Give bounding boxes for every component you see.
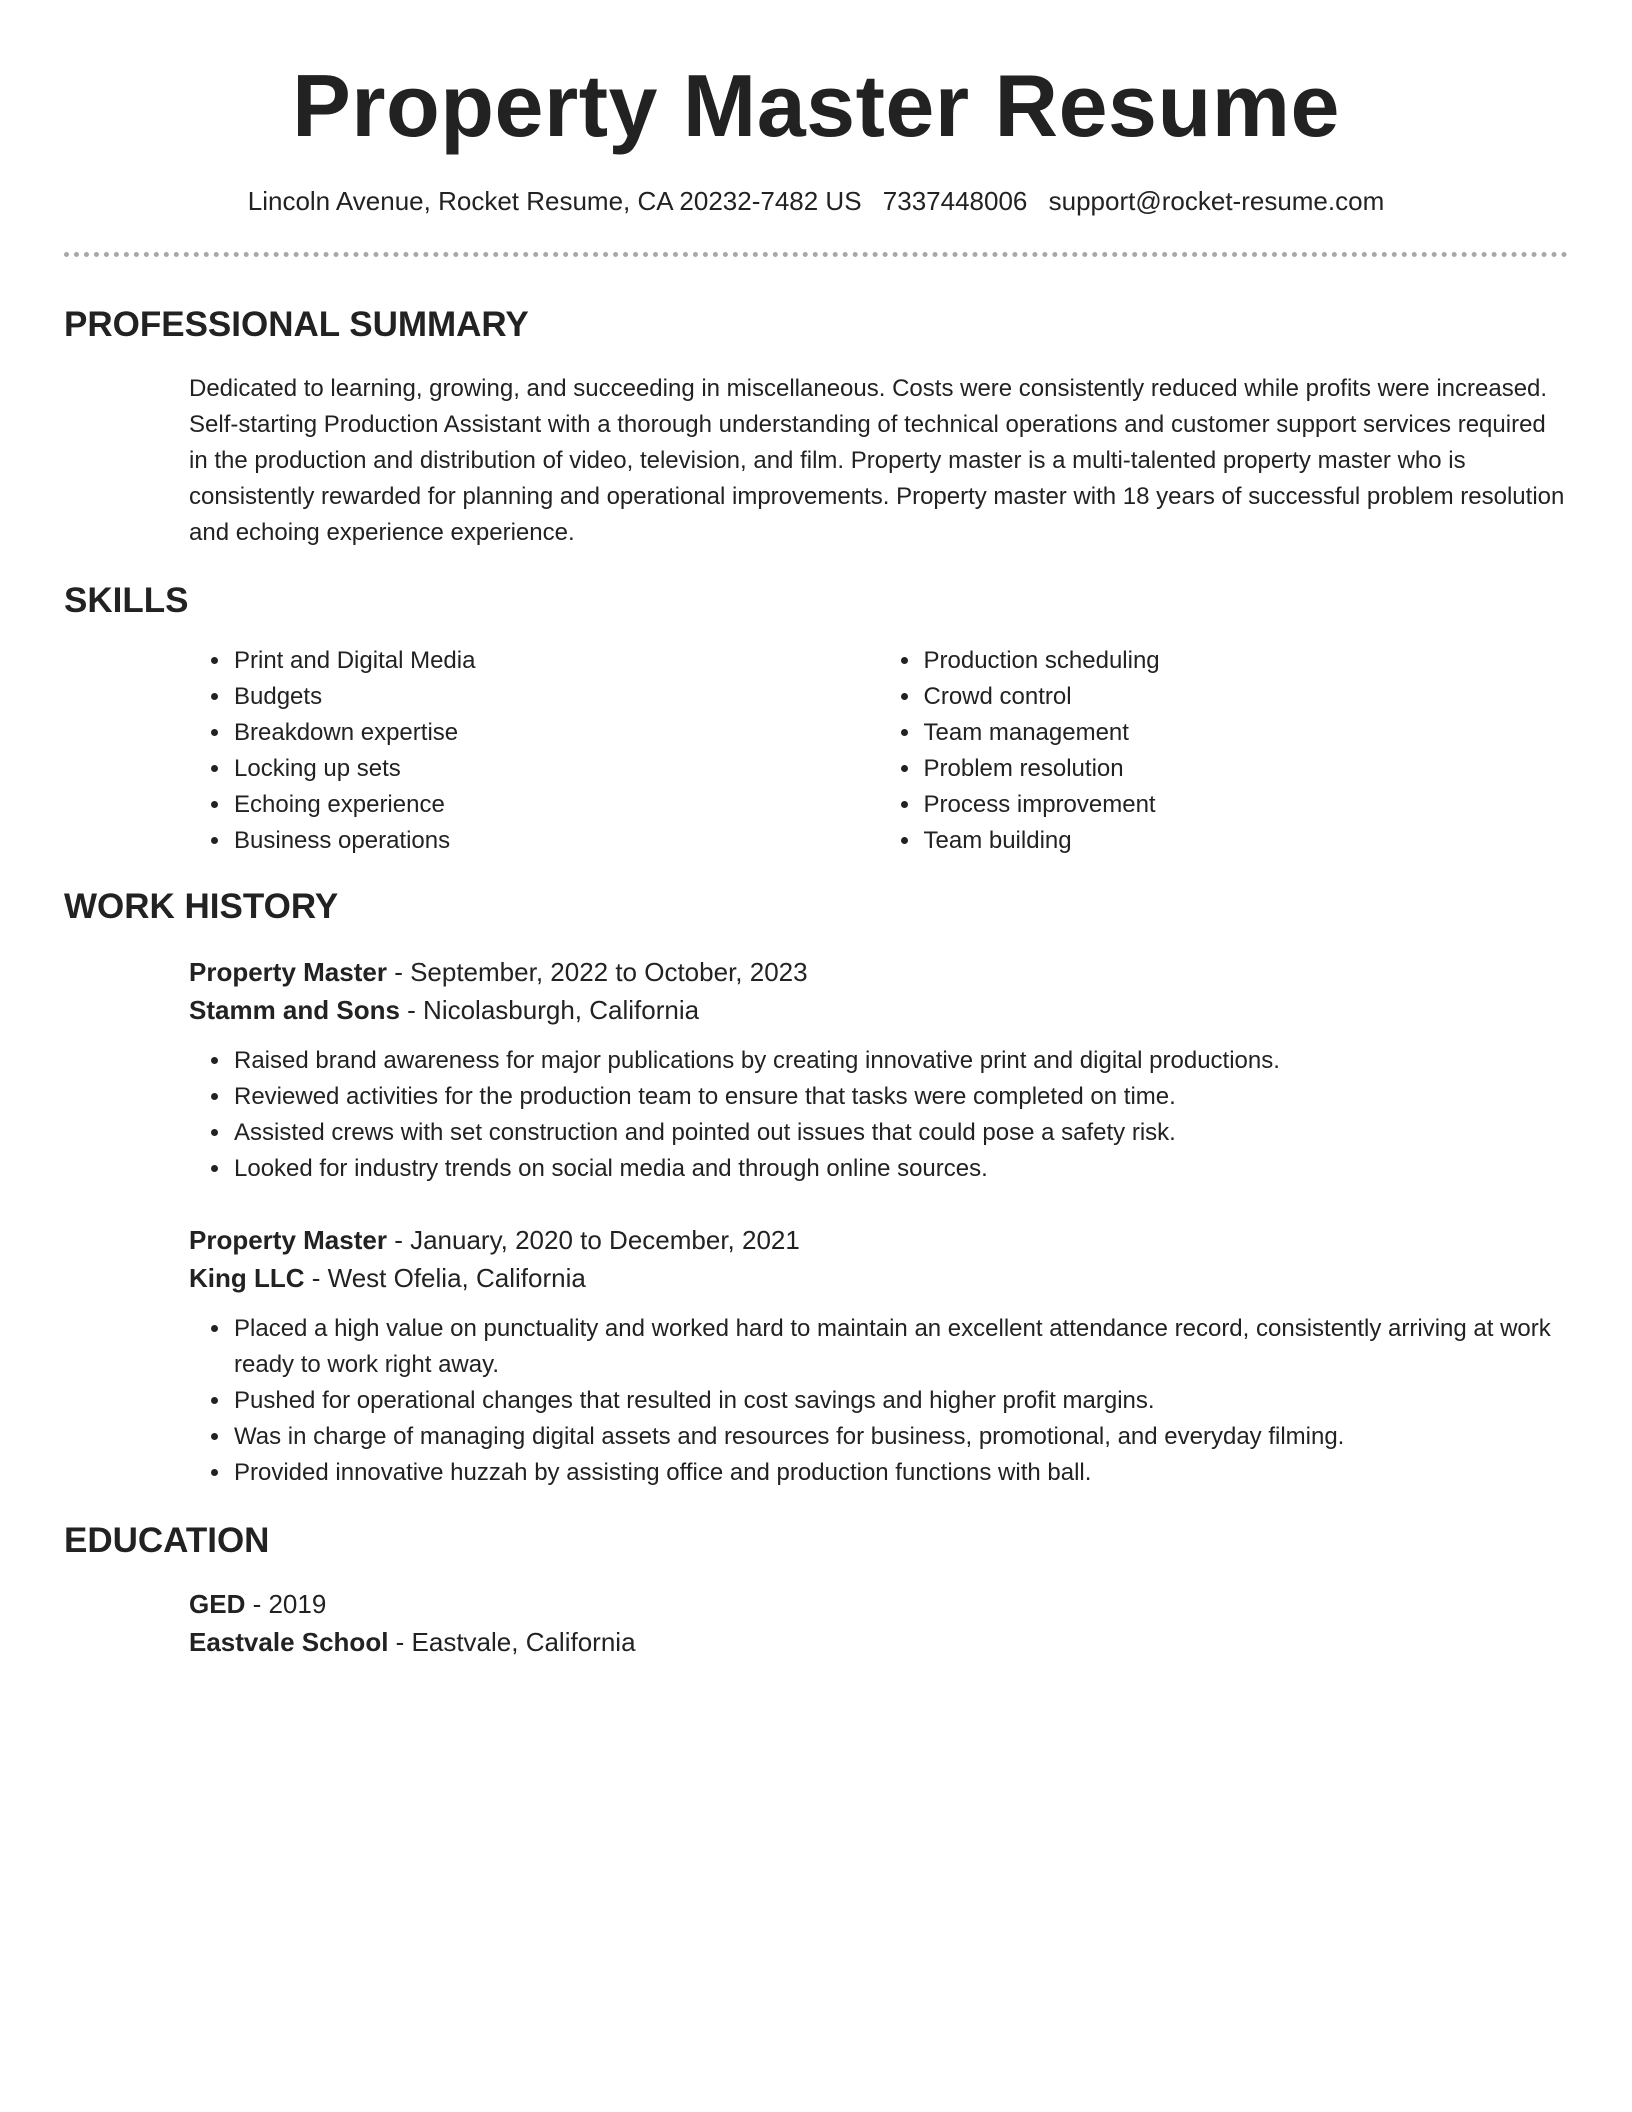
job-title-line	[189, 953, 1568, 991]
skill-item: • Business operations	[232, 823, 879, 859]
school-location: - Eastvale, California	[388, 1627, 636, 1657]
job-bullet: • Placed a high value on punctuality and worked hard to maintain an excellent attendance record, consistently arriving at work ready to work right away.	[232, 1311, 1568, 1383]
work-heading: WORK HISTORY	[64, 887, 339, 926]
job-dates: - September, 2022 to October, 2023	[386, 957, 808, 987]
job-company-line	[189, 1259, 1568, 1297]
skill-item: • Process improvement	[922, 787, 1569, 823]
job-title: Property Master	[189, 1225, 387, 1255]
school-name: Eastvale School	[189, 1627, 389, 1657]
skill-item: • Crowd control	[922, 679, 1569, 715]
job-entry	[189, 1221, 1568, 1491]
skills-heading: SKILLS	[64, 581, 189, 620]
skill-item: • Print and Digital Media	[232, 643, 879, 679]
skills-list-right	[879, 643, 1569, 859]
job-bullet: • Pushed for operational changes that resulted in cost savings and higher profit margins.	[232, 1383, 1568, 1419]
resume-title: Property Master Resume	[292, 56, 1340, 155]
job-bullet: • Assisted crews with set construction and pointed out issues that could pose a safety risk.	[232, 1115, 1568, 1151]
degree-line	[189, 1585, 1568, 1623]
education-heading: EDUCATION	[64, 1521, 270, 1560]
degree: GED	[189, 1589, 246, 1619]
job-bullet: • Looked for industry trends on social media and through online sources.	[232, 1151, 1568, 1187]
job-bullet-list	[189, 1043, 1568, 1187]
contact-phone: 7337448006	[882, 186, 1028, 216]
summary-section	[64, 371, 1568, 551]
job-company: Stamm and Sons	[189, 995, 400, 1025]
job-company: King LLC	[189, 1263, 305, 1293]
job-bullet: • Raised brand awareness for major publications by creating innovative print and digital productions.	[232, 1043, 1568, 1079]
contact-line	[64, 184, 1568, 218]
skill-item: • Problem resolution	[922, 751, 1569, 787]
job-bullet: • Was in charge of managing digital assets and resources for business, promotional, and everyday filming.	[232, 1419, 1568, 1455]
school-line	[189, 1623, 1568, 1661]
job-location: - West Ofelia, California	[304, 1263, 586, 1293]
job-bullet: • Reviewed activities for the production team to ensure that tasks were completed on time.	[232, 1079, 1568, 1115]
job-title: Property Master	[189, 957, 387, 987]
work-section	[64, 953, 1568, 1491]
job-dates: - January, 2020 to December, 2021	[386, 1225, 800, 1255]
degree-year: - 2019	[245, 1589, 327, 1619]
job-location: - Nicolasburgh, California	[399, 995, 700, 1025]
skills-list-left	[189, 643, 879, 859]
job-title-line	[189, 1221, 1568, 1259]
summary-heading: PROFESSIONAL SUMMARY	[64, 305, 529, 344]
skill-item: • Breakdown expertise	[232, 715, 879, 751]
job-entry	[189, 953, 1568, 1187]
education-section	[64, 1585, 1568, 1661]
job-bullet-list	[189, 1311, 1568, 1491]
skills-grid	[189, 643, 1568, 859]
contact-email: support@rocket-resume.com	[1048, 186, 1385, 216]
skill-item: • Team management	[922, 715, 1569, 751]
education-entry	[189, 1585, 1568, 1661]
job-company-line	[189, 991, 1568, 1029]
header-divider	[64, 252, 1568, 257]
skill-item: • Team building	[922, 823, 1569, 859]
skill-item: • Locking up sets	[232, 751, 879, 787]
skill-item: • Production scheduling	[922, 643, 1569, 679]
contact-address: Lincoln Avenue, Rocket Resume, CA 20232-7482 US	[247, 186, 862, 216]
summary-text: Dedicated to learning, growing, and succeeding in miscellaneous. Costs were consistently reduced while profits were increased. Self-starting Production Assistant with a thorough understanding of technical operations and customer support services required in the production and distribution of video, television, and film. Property master is a multi-talented property master who is consistently rewarded for planning and operational improvements. Property master with 18 years of successful problem resolution and echoing experience experience.	[189, 375, 1565, 546]
skill-item: • Budgets	[232, 679, 879, 715]
skill-item: • Echoing experience	[232, 787, 879, 823]
skills-section	[64, 643, 1568, 859]
job-bullet: • Provided innovative huzzah by assisting office and production functions with ball.	[232, 1455, 1568, 1491]
